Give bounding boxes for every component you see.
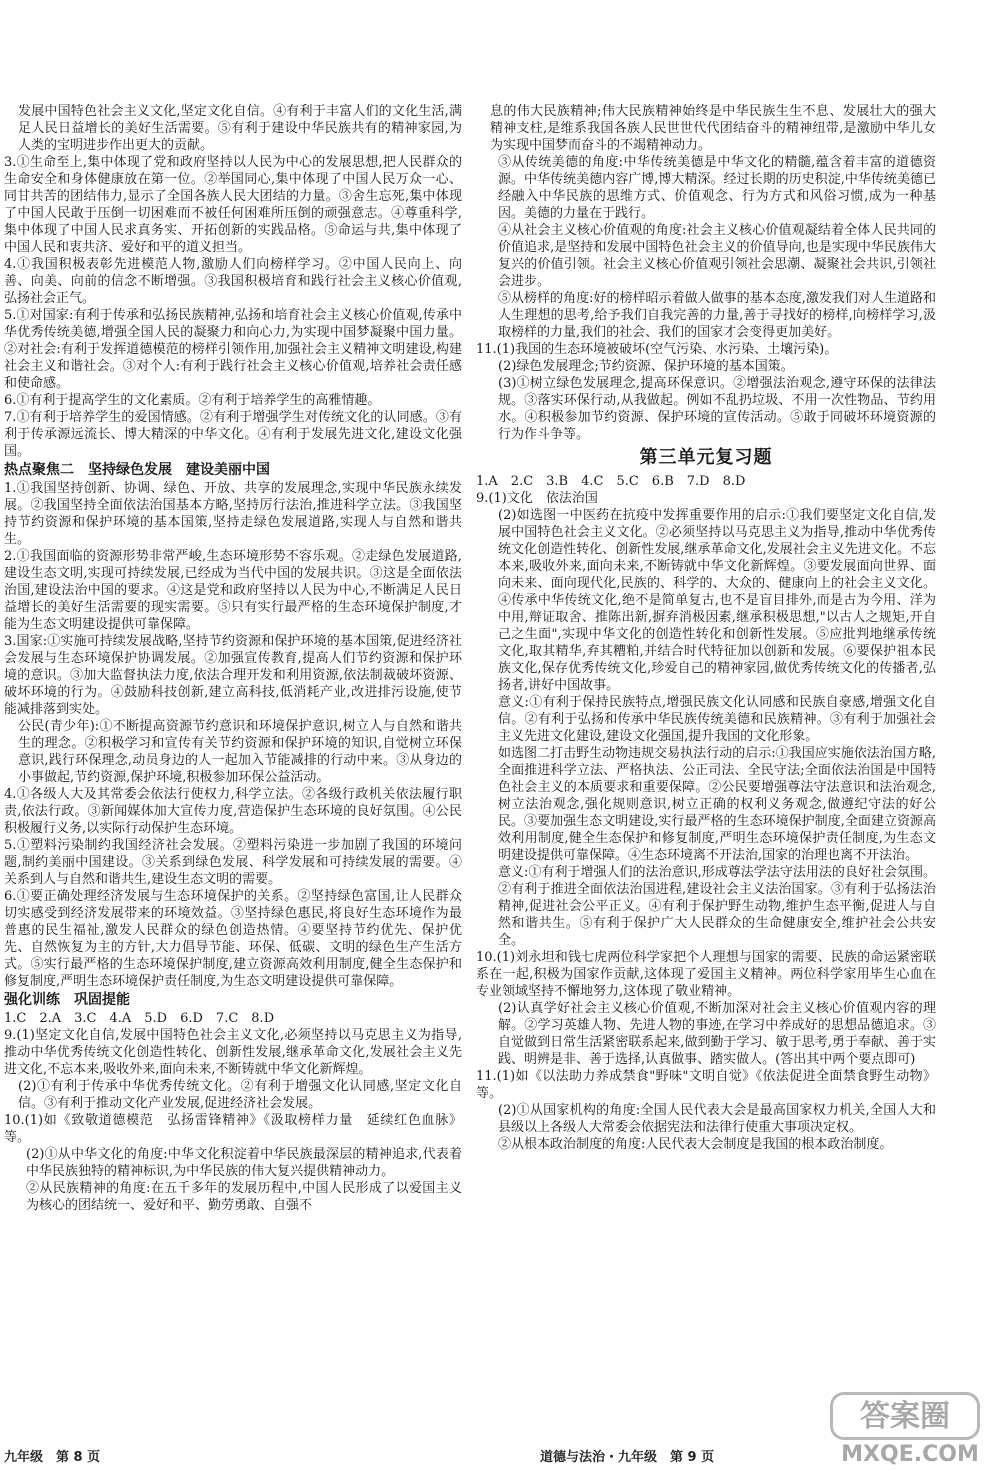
- answer-paragraph: (2)如选图一中医药在抗疫中发挥重要作用的启示:①我们要坚定文化自信,发展中国特色社会主义文化。②必须坚持以马克思主义为指导,推动中华优秀传统文化创造性转化、创新性发展,继承革命文化,发展社会主义先进文化。不忘本来,吸收外来,面向未来,不断铸就中华文化新辉煌。③要发展面向世界、面向未来、面向现代化,民族的、科学的、大众的、健康向上的社会主义文化。④传承中华传统文化,绝不是简单复古,也不是盲目排外,而是古为今用、洋为中用,辩证取舍、推陈出新,摒弃消极因素,继承积极思想,"以古人之规矩,开自己之生面",实现中华文化的创造性转化和创新性发展。⑤应批判地继承传统文化,取其精华,弃其糟粕,并结合时代特征加以创新和发展。⑥要保护祖本民族文化,保存优秀传统文化,珍爱自己的精神家园,做优秀传统文化的传播者,弘扬者,讲好中国故事。: [498, 508, 936, 693]
- answer-paragraph: ②从民族精神的角度:在五千多年的发展历程中,中国人民形成了以爱国主义为核心的团结统一、爱好和平、勤劳勇敢、自强不: [26, 1181, 462, 1213]
- answer-paragraph: ②从根本政治制度的角度:人民代表大会制度是我国的根本政治制度。: [498, 1137, 893, 1152]
- right-page-footer: 道德与法治・九年级 第 9 页: [540, 1450, 715, 1465]
- answer-paragraph: 10.(1)刘永坦和钱七虎两位科学家把个人理想与国家的需要、民族的命运紧密联系在一起,积极为国家作贡献,这体现了爱国主义精神。两位科学家用毕生心血在专业领域坚持不懈地努力,这体现了敬业精神。: [476, 950, 936, 999]
- answer-paragraph: (2)认真学好社会主义核心价值观,不断加深对社会主义核心价值观内容的理解。②学习英雄人物、先进人物的事迹,在学习中养成好的思想品德追求。③自觉做到日常生活紧密联系起来,做到勤于学习、敏于思考,勇于奉献、善于实践、明辨是非、善于选择,认真做事、踏实做人。(答出其中两个要点即可): [498, 1001, 936, 1067]
- answer-paragraph: (2)①从中华文化的角度:中华文化积淀着中华民族最深层的精神追求,代表着中华民族独特的精神标识,为中华民族的伟大复兴提供精神动力。: [26, 1147, 462, 1179]
- answer-paragraph: 2.①我国面临的资源形势非常严峻,生态环境形势不容乐观。②走绿色发展道路,建设生态文明,实现可持续发展,已经成为当代中国的发展共识。③这是全面依法治国,建设法治中国的要求。④这是党和政府坚持以人民为中心,不断满足人民日益增长的美好生活需要的现实需要。⑤只有实行最严格的生态环境保护制度,才能为生态文明建设提供可靠保障。: [4, 549, 462, 632]
- unit-title: 第三单元复习题: [639, 447, 773, 468]
- answer-paragraph: 发展中国特色社会主义文化,坚定文化自信。④有利于丰富人们的文化生活,满足人民日益增长的美好生活需要。⑤有利于建设中华民族共有的精神家园,为人类的宝明进步作出更大的贡献。: [18, 104, 462, 153]
- answer-paragraph: 意义:①有利于保持民族特点,增强民族文化认同感和民族自豪感,增强文化自信。②有利于弘扬和传承中华民族传统美德和民族精神。③有利于加强社会主义先进文化建设,建设文化强国,提升我国的文化形象。: [498, 695, 936, 744]
- answer-paragraph: 7.①有利于培养学生的爱国情感。②有利于增强学生对传统文化的认同感。③有利于传承源远流长、博大精深的中华文化。④有利于发展先进文化,建设文化强国。: [4, 410, 462, 459]
- answer-paragraph: 3.①生命至上,集中体现了党和政府坚持以人民为中心的发展思想,把人民群众的生命安全和身体健康放在第一位。②举国同心,集中体现了中国人民万众一心、同甘共苦的团结伟力,显示了全国各族人民大团结的力量。③舍生忘死,集中体现了中国人民敢于压倒一切困难而不被任何困难所压倒的顽强意志。④尊重科学,集中体现了中国人民求真务实、开拓创新的实践品格。⑤命运与共,集中体现了中国人民和衷共济、爱好和平的道义担当。: [4, 155, 462, 255]
- right-column: [476, 103, 936, 1153]
- answer-paragraph: 11.(1)我国的生态环境被破坏(空气污染、水污染、土壤污染)。: [476, 342, 838, 357]
- answer-paragraph: 5.①塑料污染制约我国经济社会发展。②塑料污染进一步加剧了我国的环境问题,制约美丽中国建设。③关系到绿色发展、科学发展和可持续发展的需要。④关系到人与自然和谐共生,建设生态文明的需要。: [4, 838, 462, 887]
- watermark: [830, 1392, 990, 1467]
- answer-paragraph: (2)①从国家机构的角度:全国人民代表大会是最高国家权力机关,全国人大和县级以上各级人大常委会依据宪法和法律行使重大事项决定权。: [498, 1103, 936, 1135]
- answer-paragraph: 4.①我国积极表彰先进模范人物,激励人们向榜样学习。②中国人民向上、向善、向美、向前的信念不断增强。③我国积极培育和践行社会主义核心价值观,弘扬社会正气。: [4, 257, 462, 306]
- answer-paragraph: 5.①对国家:有利于传承和弘扬民族精神,弘扬和培育社会主义核心价值观,传承中华优秀传统美德,增强全国人民的凝聚力和向心力,为实现中国梦凝聚中国力量。②对社会:有利于发挥道德模范的榜样引领作用,加强社会主义精神文明建设,构建社会主义和谐社会。③对个人:有利于践行社会主义核心价值观,培养社会责任感和使命感。: [4, 308, 462, 391]
- answer-paragraph: ④从社会主义核心价值观的角度:社会主义核心价值观凝结着全体人民共同的价值追求,是坚持和发展中国特色社会主义的价值导向,也是实现中华民族伟大复兴的价值引领。社会主义核心价值观引领社会思潮、凝聚社会共识,引领社会进步。: [498, 223, 936, 289]
- left-column: [4, 103, 462, 1214]
- answer-paragraph: 9.(1)坚定文化自信,发展中国特色社会主义文化,必须坚持以马克思主义为指导,推动中华优秀传统文化创造性转化、创新性发展,继承革命文化,发展社会主义先进文化,不忘本来,吸收外来,面向未来,不断铸就中华文化新辉煌。: [4, 1028, 462, 1077]
- answer-paragraph: 4.①各级人大及其常委会依法行使权力,科学立法。②各级行政机关依法履行职责,依法行政。③新闻媒体加大宣传力度,营造保护生态环境的良好氛围。④公民积极履行义务,以实际行动保护生态环境。: [4, 787, 462, 836]
- answer-paragraph: (2)绿色发展理念;节约资源、保护环境的基本国策。: [498, 359, 794, 374]
- answer-paragraph: 如选图二打击野生动物违规交易执法行动的启示:①我国应实施依法治国方略,全面推进科学立法、严格执法、公正司法、全民守法;全面依法治国是中国特色社会主义的本质要求和重要保障。②公民要增强尊法守法意识和法治观念,树立法治观念,强化规则意识,树立正确的权利义务观念,做遵纪守法的好公民。③要加强生态文明建设,实行最严格的生态环境保护制度,全面建立资源高效利用制度,健全生态保护和修复制度,严明生态环境保护责任制度,为生态文明建设提供可靠保障。④生态环境离不开法治,国家的治理也离不开法治。: [498, 746, 936, 863]
- answer-paragraph: 11.(1)如《以法助力养成禁食"野味"文明自觉》《依法促进全面禁食野生动物》等。: [476, 1069, 936, 1101]
- answer-paragraph: 6.①有利于提高学生的文化素质。②有利于培养学生的高雅情趣。: [4, 393, 381, 408]
- answer-paragraph: 意义:①有利于增强人们的法治意识,形成尊法学法守法用法的良好社会氛围。②有利于推进全面依法治国进程,建设社会主义法治国家。③有利于弘扬法治精神,促进社会公平正义。④有利于保护野生动物,维护生态平衡,促进人与自然和谐共生。⑤有利于保护广大人民群众的生命健康安全,维护社会公共安全。: [498, 865, 936, 948]
- answer-paragraph: 1.A 2.C 3.B 4.C 5.C 6.B 7.D 8.D: [476, 474, 746, 489]
- answer-paragraph: 9.(1)文化 依法治国: [476, 491, 598, 506]
- answer-paragraph: 1.①我国坚持创新、协调、绿色、开放、共享的发展理念,实现中华民族永续发展。②我国坚持全面依法治国基本方略,坚持厉行法治,推进科学立法。③我国坚持节约资源和保护环境的基本国策,坚持走绿色发展道路,实现人与自然和谐共生。: [4, 481, 462, 547]
- answer-paragraph: 公民(青少年):①不断提高资源节约意识和环境保护意识,树立人与自然和谐共生的理念。②积极学习和宣传有关节约资源和保护环境的知识,自觉树立环保意识,践行环保理念,动员身边的人一起加入节能减排的行动中来。③从身边的小事做起,节约资源,保护环境,积极参加环保公益活动。: [18, 719, 462, 785]
- answer-paragraph: 10.(1)如《致敬道德模范 弘扬雷锋精神》《汲取榜样力量 延续红色血脉》等。: [4, 1113, 462, 1145]
- answer-paragraph: ⑤从榜样的角度:好的榜样昭示着做人做事的基本态度,激发我们对人生道路和人生理想的思考,给予我们自我完善的力量,善于寻找好的榜样,向榜样学习,汲取榜样的力量,我们的社会、我们的国家才会变得更加美好。: [498, 291, 936, 340]
- watermark-logo: 答案圈: [830, 1392, 980, 1440]
- answer-paragraph: 息的伟大民族精神;伟大民族精神始终是中华民族生生不息、发展壮大的强大精神支柱,是维系我国各族人民世世代代团结奋斗的精神纽带,是激励中华儿女为实现中国梦而奋斗的不竭精神动力。: [490, 104, 936, 153]
- left-page-footer: 九年级 第 8 页: [4, 1450, 101, 1465]
- answer-paragraph: 3.国家:①实施可持续发展战略,坚持节约资源和保护环境的基本国策,促进经济社会发展与生态环境保护协调发展。②加强宣传教育,提高人们节约资源和保护环境的意识。③加大监督执法力度,依法合理开发和利用资源,依法制裁破坏资源、破坏环境的行为。④鼓励科技创新,建立高科技,低消耗产业,改进排污设施,使节能减排落到实处。: [4, 634, 462, 717]
- answer-paragraph: (2)①有利于传承中华优秀传统文化。②有利于增强文化认同感,坚定文化自信。③有利于推动文化产业发展,促进经济社会发展。: [18, 1079, 462, 1111]
- answer-paragraph: (3)①树立绿色发展理念,提高环保意识。②增强法治观念,遵守环保的法律法规。③落实环保行动,从我做起。例如不乱扔垃圾、不用一次性物品、节约用水。④积极参加节约资源、保护环境的宣传活动。⑤敢于同破坏环境资源的行为作斗争等。: [498, 376, 936, 442]
- answer-paragraph: ③从传统美德的角度:中华传统美德是中华文化的精髓,蕴含着丰富的道德资源。中华传统美德内容广博,博大精深。经过长期的历史积淀,中华传统美德已经融入中华民族的思维方式、价值观念、行为方式和风俗习惯,成为一种基因。美德的力量在于践行。: [498, 155, 936, 221]
- section-heading: 强化训练 巩固提能: [4, 992, 130, 1008]
- answer-paragraph: 6.①要正确处理经济发展与生态环境保护的关系。②坚持绿色富国,让人民群众切实感受到经济发展带来的环境效益。③坚持绿色惠民,将良好生态环境作为最普惠的民生福祉,激发人民群众的绿色创造热情。④要坚持节约优先、保护优先、自然恢复为主的方针,大力倡导节能、环保、低碳、文明的绿色生产生活方式。⑤实行最严格的生态环境保护制度,建立资源高效利用制度,健全生态保护和修复制度,严明生态环境保护责任制度,为生态文明建设提供可靠保障。: [4, 889, 462, 989]
- answer-paragraph: 1.C 2.A 3.C 4.A 5.D 6.D 7.C 8.D: [4, 1011, 275, 1026]
- section-heading: 热点聚焦二 坚持绿色发展 建设美丽中国: [4, 462, 270, 478]
- watermark-site: MXQE.COM: [841, 1442, 979, 1467]
